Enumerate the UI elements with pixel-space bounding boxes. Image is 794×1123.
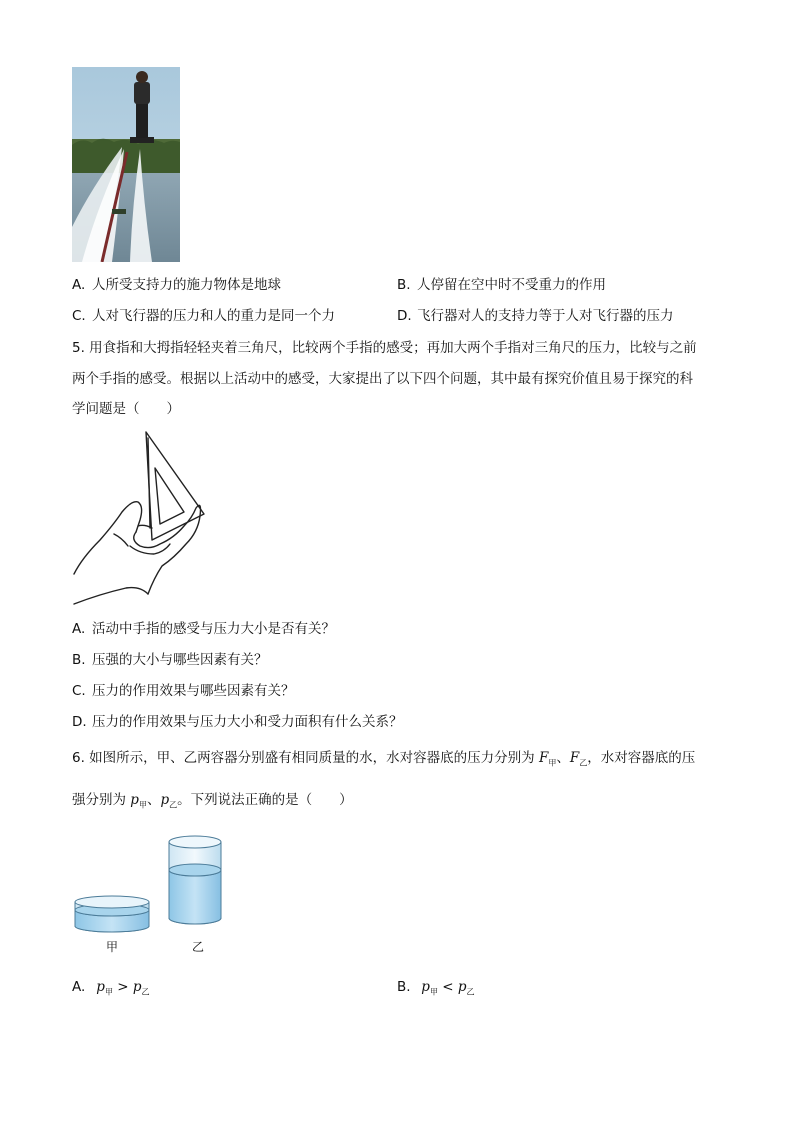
q5-stem-line-1: 5. 用食指和大拇指轻轻夹着三角尺，比较两个手指的感受；再加大两个手指对三角尺的压力，比较与之前: [72, 340, 697, 356]
q6-stem-line-2: 强分别为 $p_甲$、$p_乙$。下列说法正确的是（ ）: [72, 792, 353, 810]
option-text: 人停留在空中时不受重力的作用: [417, 277, 606, 293]
option-letter: B.: [72, 652, 86, 668]
option-letter: C.: [72, 308, 86, 324]
option-text: 压力的作用效果与哪些因素有关？: [92, 683, 295, 699]
option-text: 飞行器对人的支持力等于人对飞行器的压力: [417, 308, 674, 324]
option-text: 压强的大小与哪些因素有关？: [92, 652, 268, 668]
q5-option-d: [72, 712, 403, 732]
q6-option-a: A. $p_甲 > p_乙$: [72, 979, 150, 997]
containers-figure: [72, 830, 232, 940]
q4-option-c: [72, 306, 335, 326]
var-p-jia: $p_甲$: [130, 792, 147, 810]
var-p-yi: $p_乙$: [160, 792, 178, 810]
q5-stem-line-3: 学问题是（ ）: [72, 401, 180, 417]
option-letter: A.: [72, 621, 86, 637]
option-letter: A.: [72, 277, 86, 293]
label-yi: 乙: [192, 940, 205, 954]
option-text: 活动中手指的感受与压力大小是否有关？: [92, 621, 335, 637]
q5-option-c: [72, 681, 295, 701]
q5-stem-line-2: 两个手指的感受。根据以上活动中的感受，大家提出了以下四个问题，其中最有探究价值且易于探究的科: [72, 371, 693, 387]
hand-triangle-ruler-figure: [70, 428, 210, 608]
label-jia: 甲: [106, 940, 119, 954]
q4-option-a: [72, 275, 281, 295]
q6-stem-line-1: 6. 如图所示，甲、乙两容器分别盛有相同质量的水，水对容器底的压力分别为 $F_甲$、$F_乙$，水对容器底的压: [72, 750, 696, 768]
q5-option-b: [72, 650, 268, 670]
flyboard-photo: [72, 67, 180, 262]
option-text: 人对飞行器的压力和人的重力是同一个力: [92, 308, 335, 324]
q5-option-a: [72, 619, 335, 639]
option-letter: C.: [72, 683, 86, 699]
option-letter: B.: [397, 277, 411, 293]
var-F-yi: $F_乙$: [569, 750, 588, 768]
q4-option-b: [397, 275, 606, 295]
q6-option-b: B. $p_甲 < p_乙$: [397, 979, 475, 997]
container-yi: [169, 836, 221, 924]
var-F-jia: $F_甲$: [538, 750, 557, 768]
q4-option-d: [397, 306, 674, 326]
option-letter: D.: [72, 714, 87, 730]
container-jia: [75, 896, 149, 932]
option-text: 人所受支持力的施力物体是地球: [92, 277, 281, 293]
option-letter: D.: [397, 308, 412, 324]
option-text: 压力的作用效果与压力大小和受力面积有什么关系？: [92, 714, 403, 730]
